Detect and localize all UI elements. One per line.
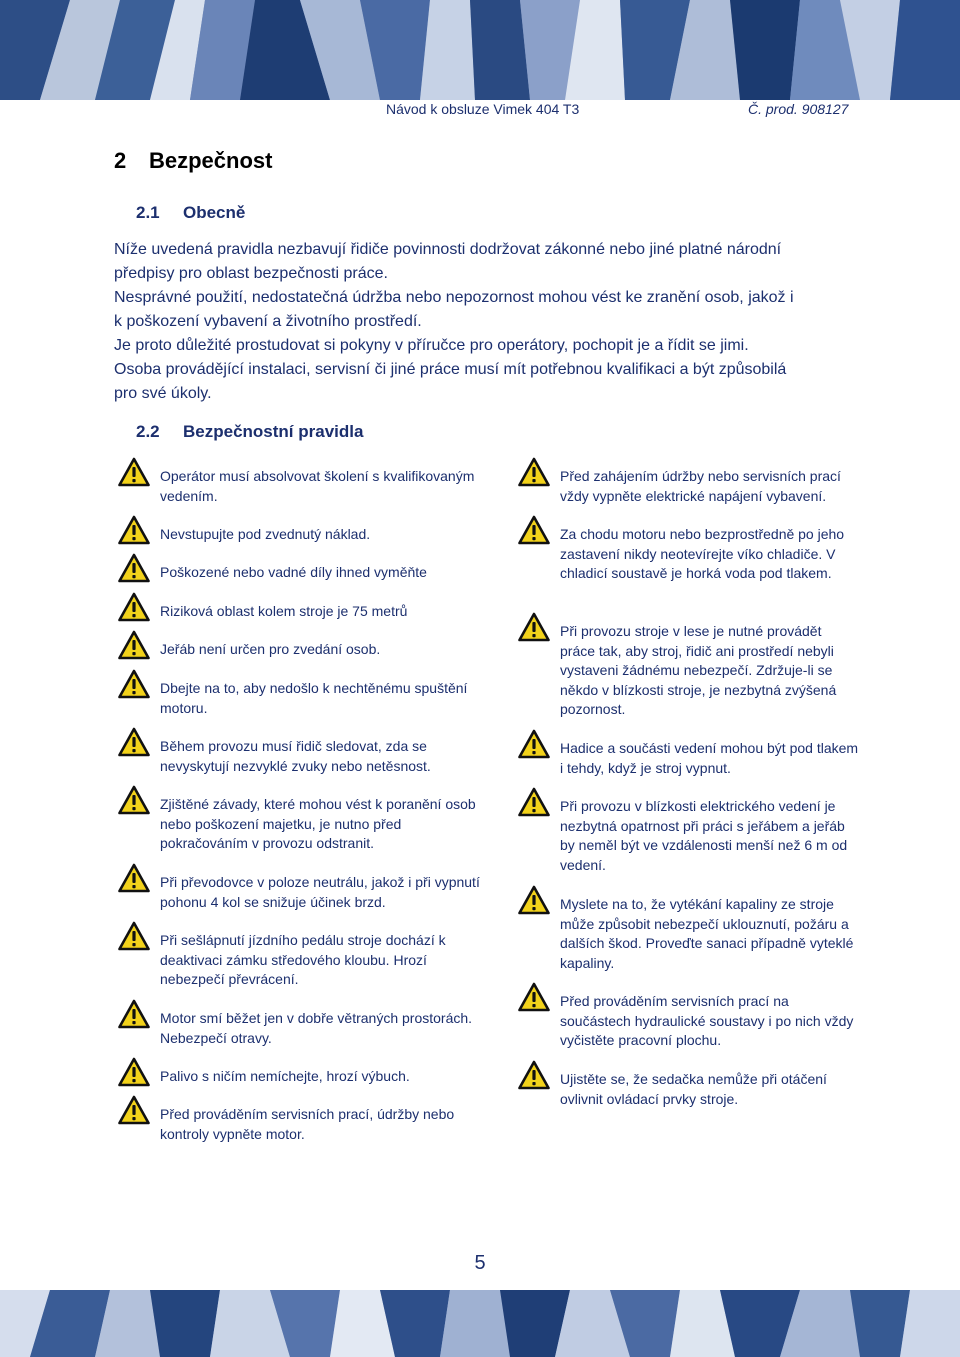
warning-triangle-icon	[118, 1057, 150, 1087]
rule-text: Nevstupujte pod zvednutý náklad.	[160, 526, 371, 542]
rule-text: Palivo s ničím nemíchejte, hrozí výbuch.	[160, 1068, 410, 1084]
section-title: Bezpečnost	[149, 148, 273, 173]
paragraph-line: Nesprávné použití, nedostatečná údržba nebo nepozornost mohou vést ke zranění osob, jakož i	[114, 289, 794, 306]
warning-triangle-icon	[118, 515, 150, 545]
warning-triangle-icon	[518, 515, 550, 545]
rule-text: Ujistěte se, že sedačka nemůže při otáčení ovlivnit ovládací prvky stroje.	[560, 1071, 827, 1107]
product-number: Č. prod. 908127	[748, 101, 849, 117]
warning-triangle-icon	[118, 553, 150, 583]
subsection-title: Bezpečnostní pravidla	[183, 422, 364, 441]
warning-triangle-icon	[118, 669, 150, 699]
rule-text: Během provozu musí řidič sledovat, zda se nevyskytují nezvyklé zvuky nebo netěsnost.	[160, 738, 431, 774]
rule-text: Před prováděním servisních prací na součástech hydraulické soustavy i po nich vždy vyčistěte pracovní plochu.	[560, 993, 854, 1048]
paragraph-line: pro své úkoly.	[114, 385, 212, 402]
warning-triangle-icon	[518, 982, 550, 1012]
warning-triangle-icon	[518, 885, 550, 915]
warning-triangle-icon	[518, 1060, 550, 1090]
rule-text: Operátor musí absolvovat školení s kvalifikovaným vedením.	[160, 468, 475, 504]
paragraph-line: Je proto důležité prostudovat si pokyny v příručce pro operátory, pochopit je a řídit se jimi.	[114, 337, 749, 354]
warning-triangle-icon	[118, 727, 150, 757]
paragraph-line: k poškození vybavení a životního prostředí.	[114, 313, 422, 330]
subsection-title: Obecně	[183, 203, 246, 222]
rule-text: Před prováděním servisních prací, údržby nebo kontroly vypněte motor.	[160, 1106, 455, 1142]
paragraph-line: Níže uvedená pravidla nezbavují řidiče povinnosti dodržovat zákonné nebo jiné platné národní	[114, 241, 782, 258]
warning-triangle-icon	[118, 592, 150, 622]
warning-triangle-icon	[518, 612, 550, 642]
rule-text: Při provozu stroje v lese je nutné provádět práce tak, aby stroj, řidič ani prostředí nebyli vystaveni žádnému nebezpečí. Zdržuje-li se někdo v blízkosti stroje, je nezbytná zvýšená pozornost.	[560, 623, 837, 717]
warning-triangle-icon	[118, 630, 150, 660]
rule-text: Dbejte na to, aby nedošlo k nechtěnému spuštění motoru.	[160, 680, 468, 716]
rule-text: Za chodu motoru nebo bezprostředně po jeho zastavení nikdy neotevírejte víko chladiče. V chladicí soustavě je horká voda pod tlakem.	[560, 526, 845, 581]
warning-triangle-icon	[118, 999, 150, 1029]
rule-text: Riziková oblast kolem stroje je 75 metrů	[160, 603, 408, 619]
warning-triangle-icon	[518, 787, 550, 817]
rule-text: Poškozené nebo vadné díly ihned vyměňte	[160, 564, 427, 580]
rule-text: Před zahájením údržby nebo servisních prací vždy vypněte elektrické napájení vybavení.	[560, 468, 841, 504]
warning-triangle-icon	[118, 785, 150, 815]
warning-triangle-icon	[518, 457, 550, 487]
warning-triangle-icon	[118, 457, 150, 487]
rule-text: Myslete na to, že vytékání kapaliny ze stroje může způsobit nebezpečí uklouznutí, požáru a dalších škod. Proveďte sanaci případně vyteklé kapaliny.	[560, 896, 854, 971]
paragraph-line: předpisy pro oblast bezpečnosti práce.	[114, 265, 388, 282]
rule-text: Hadice a součásti vedení mohou být pod tlakem i tehdy, když je stroj vypnut.	[560, 740, 859, 776]
subsection-number: 2.1	[136, 203, 160, 222]
rule-text: Při provozu v blízkosti elektrického vedení je nezbytná opatrnost při práci s jeřábem a jeřáb by neměl být ve vzdálenosti menší než 6 m od vedení.	[560, 798, 848, 873]
rule-text: Jeřáb není určen pro zvedání osob.	[160, 641, 381, 657]
subsection-number: 2.2	[136, 422, 160, 441]
rule-text: Motor smí běžet jen v dobře větraných prostorách. Nebezpečí otravy.	[160, 1010, 473, 1046]
manual-title: Návod k obsluze Vimek 404 T3	[386, 101, 580, 117]
page-number: 5	[474, 1252, 486, 1274]
section-number: 2	[114, 148, 127, 173]
warning-triangle-icon	[118, 1095, 150, 1125]
footer-banner	[0, 1290, 960, 1357]
rule-text: Při převodovce v poloze neutrálu, jakož i při vypnutí pohonu 4 kol se snižuje účinek brzd.	[160, 874, 480, 910]
warning-triangle-icon	[118, 921, 150, 951]
warning-triangle-icon	[118, 863, 150, 893]
rule-text: Při sešlápnutí jízdního pedálu stroje dochází k deaktivaci zámku středového kloubu. Hrozí nebezpečí převrácení.	[160, 932, 446, 987]
rule-text: Zjištěné závady, které mohou vést k poranění osob nebo poškození majetku, je nutno před pokračováním v provozu odstranit.	[160, 796, 476, 851]
warning-triangle-icon	[518, 729, 550, 759]
paragraph-line: Osoba provádějící instalaci, servisní či jiné práce musí mít potřebnou kvalifikaci a být způsobilá	[114, 361, 787, 378]
